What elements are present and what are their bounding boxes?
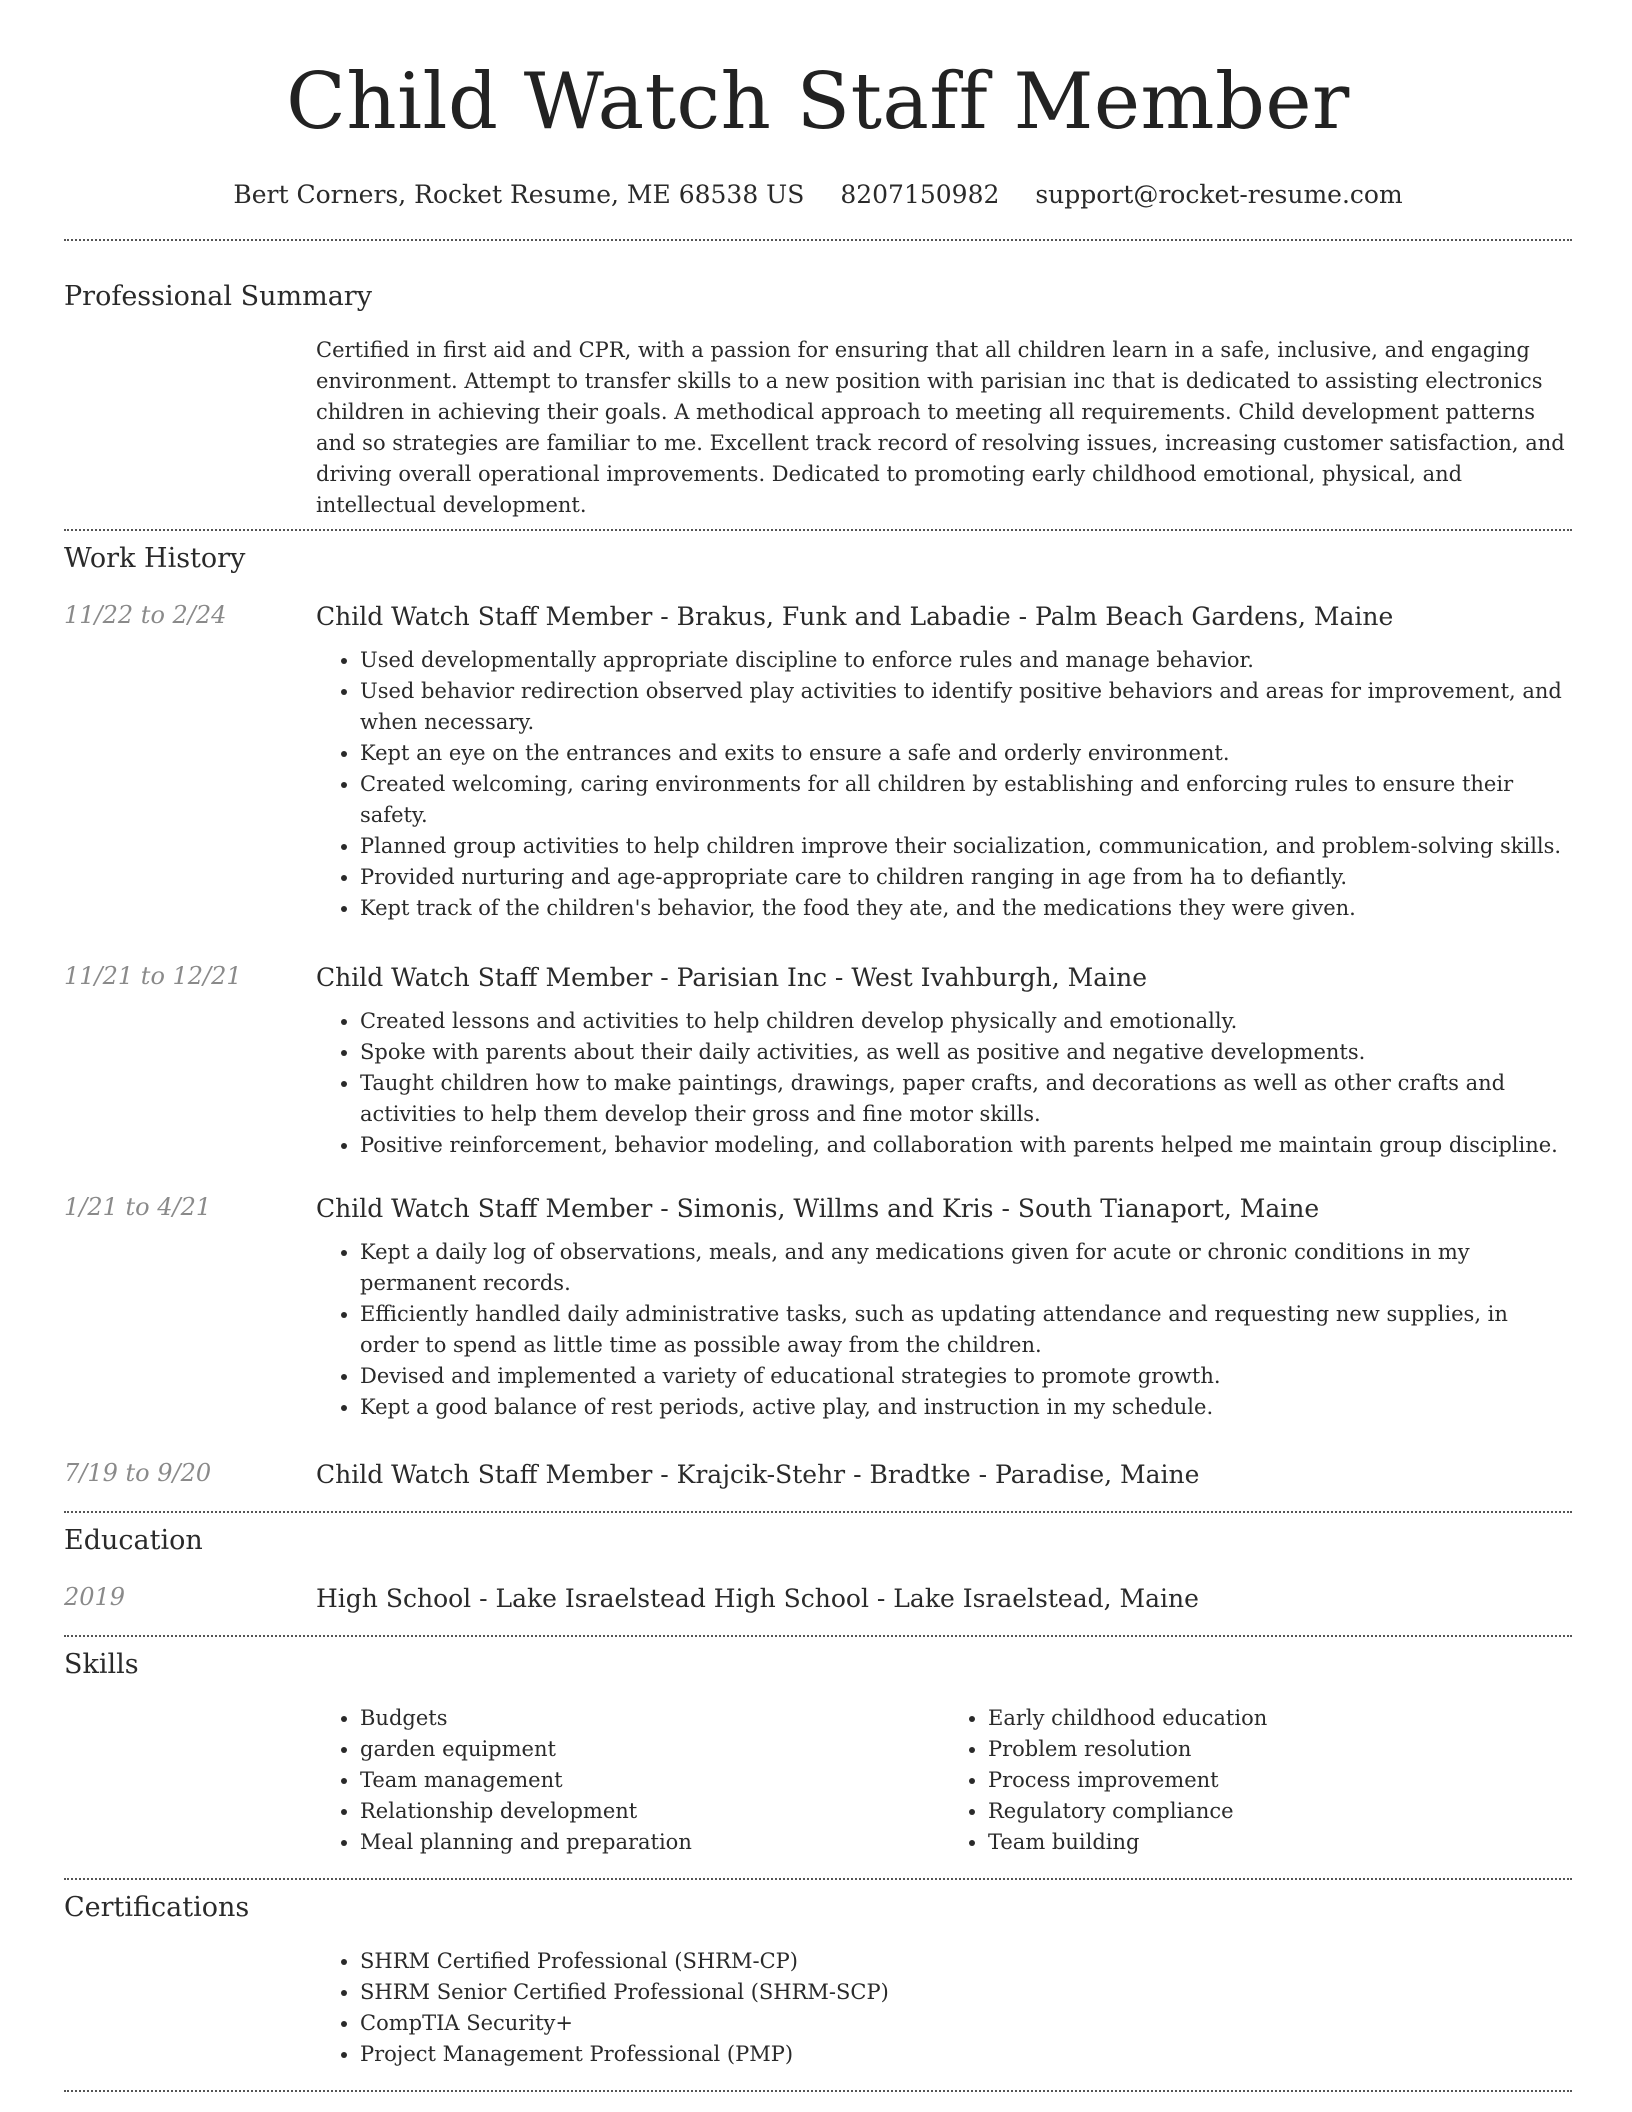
certifications-content [316,1946,1572,2070]
job-entry [64,960,1572,1161]
job-dates: 11/22 to 2/24 [64,601,227,629]
contact-line [64,178,1572,212]
email: support@rocket-resume.com [1035,180,1403,209]
list-item: • Created welcoming, caring environments for all children by establishing and enforcing rules to ensure their safety. [360,769,1572,831]
summary-content [316,335,1572,521]
list-item: • Created lessons and activities to help children develop physically and emotionally. [360,1006,1572,1037]
list-item: • Team building [988,1827,1572,1858]
summary-text: Certified in first aid and CPR, with a passion for ensuring that all children learn in a safe, inclusive, and engaging environment. Attempt to transfer skills to a new position with parisian inc that is dedicated to assisting electronics children in achieving their goals. A methodical approach to meeting all requirements. Child development patterns and so strategies are familiar to me. Excellent track record of resolving issues, increasing customer satisfaction, and driving overall operational improvements. Dedicated to promoting early childhood emotional, physical, and intellectual development. [316,338,1565,517]
phone: 8207150982 [840,180,1000,209]
work-section [64,531,1572,1493]
resume-page [64,0,1572,2092]
job-details [316,1006,1572,1161]
candidate-name: Child Watch Staff Member [286,57,1350,147]
job-heading: Child Watch Staff Member - Simonis, Willms and Kris - South Tianaport, Maine [316,1194,1320,1223]
job-dates: 7/19 to 9/20 [64,1459,212,1487]
section-title-education: Education [64,1525,203,1556]
list-item: • Project Management Professional (PMP) [360,2039,1572,2070]
list-item: • Kept a good balance of rest periods, active play, and instruction in my schedule. [360,1392,1572,1423]
list-item: • garden equipment [360,1734,944,1765]
list-item: • Process improvement [988,1765,1572,1796]
job-dates: 11/21 to 12/21 [64,962,242,990]
divider [64,2090,1572,2092]
list-item: • Used behavior redirection observed play activities to identify positive behaviors and areas for improvement, and when necessary. [360,676,1572,738]
job-details [316,645,1572,924]
job-entry [64,599,1572,924]
job-entry [64,1191,1572,1423]
list-item: • Team management [360,1765,944,1796]
job-bullets [316,1237,1572,1423]
skills-list-left [316,1703,944,1858]
list-item: • SHRM Certified Professional (SHRM-CP) [360,1946,1572,1977]
list-item: • Efficiently handled daily administrative tasks, such as updating attendance and requesting new supplies, in order to spend as little time as possible away from the children. [360,1299,1572,1361]
list-item: • Regulatory compliance [988,1796,1572,1827]
section-title-work: Work History [64,543,246,574]
education-section [64,1513,1572,1617]
list-item: • Early childhood education [988,1703,1572,1734]
list-item: • Taught children how to make paintings, drawings, paper crafts, and decorations as well as other crafts and activities to help them develop their gross and fine motor skills. [360,1068,1572,1130]
job-dates: 1/21 to 4/21 [64,1193,212,1221]
list-item: • Relationship development [360,1796,944,1827]
list-item: • Meal planning and preparation [360,1827,944,1858]
education-entry [64,1581,1572,1617]
list-item: • Kept track of the children's behavior, the food they ate, and the medications they were given. [360,893,1572,924]
certifications-list [316,1946,1572,2070]
list-item: • CompTIA Security+ [360,2008,1572,2039]
list-item: • Kept a daily log of observations, meals, and any medications given for acute or chronic conditions in my permanent records. [360,1237,1572,1299]
list-item: • Spoke with parents about their daily activities, as well as positive and negative developments. [360,1037,1572,1068]
job-heading: Child Watch Staff Member - Krajcik-Stehr - Bradtke - Paradise, Maine [316,1460,1200,1489]
address: Bert Corners, Rocket Resume, ME 68538 US [233,180,805,209]
skills-section [64,1637,1572,1858]
list-item: • Positive reinforcement, behavior modeling, and collaboration with parents helped me maintain group discipline. [360,1130,1572,1161]
section-title-skills: Skills [64,1649,139,1680]
list-item: • Provided nurturing and age-appropriate care to children ranging in age from ha to defiantly. [360,862,1572,893]
list-item: • Planned group activities to help children improve their socialization, communication, and problem-solving skills. [360,831,1572,862]
job-entry [64,1457,1572,1493]
skills-columns [316,1703,1572,1858]
list-item: • Kept an eye on the entrances and exits to ensure a safe and orderly environment. [360,738,1572,769]
job-bullets [316,645,1572,924]
skills-list-right [944,1703,1572,1858]
job-heading: Child Watch Staff Member - Brakus, Funk and Labadie - Palm Beach Gardens, Maine [316,602,1394,631]
education-dates: 2019 [64,1583,126,1611]
education-heading: High School - Lake Israelstead High School - Lake Israelstead, Maine [316,1584,1199,1613]
section-title-summary: Professional Summary [64,281,372,312]
list-item: • Used developmentally appropriate discipline to enforce rules and manage behavior. [360,645,1572,676]
list-item: • Devised and implemented a variety of educational strategies to promote growth. [360,1361,1572,1392]
list-item: • Budgets [360,1703,944,1734]
job-details [316,1237,1572,1423]
certifications-section [64,1880,1572,2070]
list-item: • SHRM Senior Certified Professional (SHRM-SCP) [360,1977,1572,2008]
section-title-certifications: Certifications [64,1892,250,1923]
list-item: • Problem resolution [988,1734,1572,1765]
job-heading: Child Watch Staff Member - Parisian Inc - West Ivahburgh, Maine [316,963,1148,992]
summary-section [64,241,1572,521]
job-bullets [316,1006,1572,1161]
